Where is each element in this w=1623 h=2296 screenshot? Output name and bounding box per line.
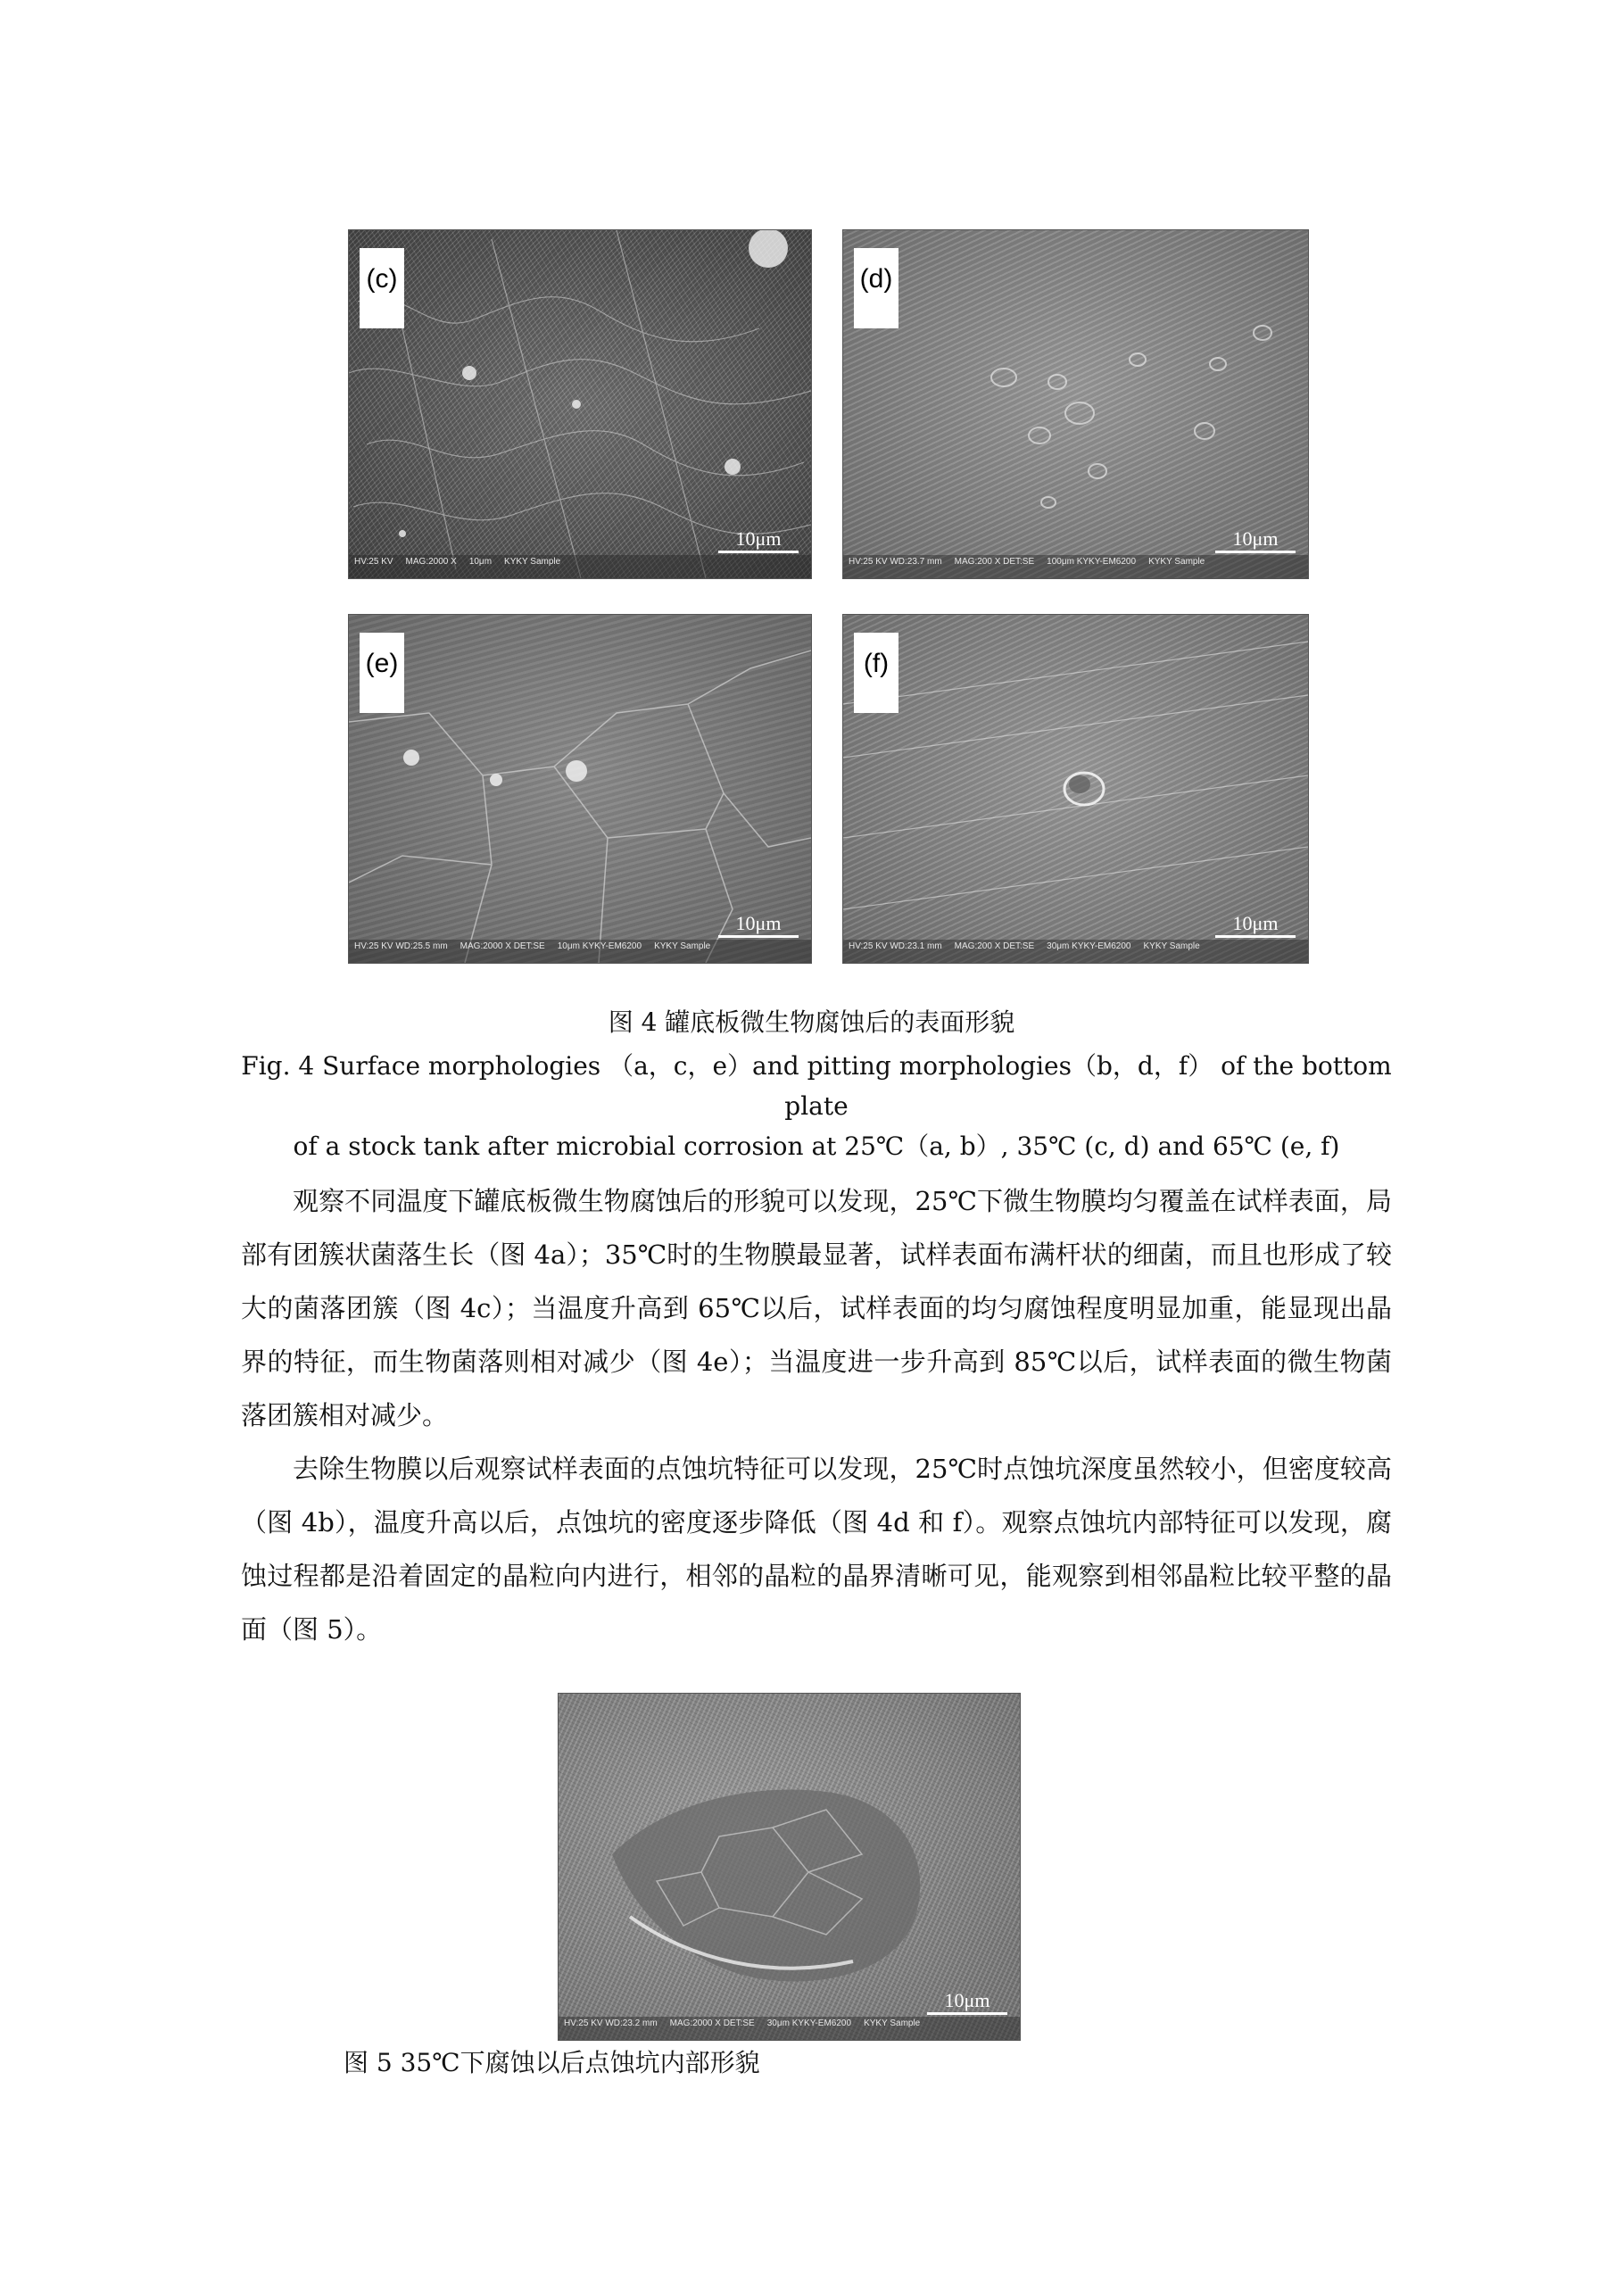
sem-info-f-2: MAG:200 X DET:SE [954, 941, 1035, 951]
sem-info-bar-d [843, 555, 1308, 578]
scale-bar-d [1215, 527, 1296, 553]
figure4-caption-en-line2: of a stock tank after microbial corrosion at 25℃（a, b）, 35℃ (c, d) and 65℃ (e, f) [293, 1131, 1340, 1161]
sem-info-fig5-4: KYKY Sample [864, 2018, 921, 2028]
filament-texture [349, 230, 811, 578]
sem-info-bar-c [349, 555, 811, 578]
sem-info-f-3: 30μm KYKY-EM6200 [1047, 941, 1131, 951]
scale-bar-c-label: 10μm [735, 527, 782, 550]
scale-bar-e-label: 10μm [735, 912, 782, 934]
sem-info-e-4: KYKY Sample [654, 941, 711, 951]
figure4-caption-en [241, 1046, 1392, 1166]
pit-interior-texture [559, 1694, 1020, 2040]
sem-info-d-4: KYKY Sample [1148, 557, 1205, 567]
sem-image-e [348, 614, 812, 964]
scale-bar-f [1215, 912, 1296, 938]
scale-bar-fig5-label: 10μm [944, 1989, 990, 2011]
pit-texture [843, 230, 1308, 578]
pit-f-core [1069, 775, 1090, 793]
sem-info-bar-f [843, 940, 1308, 963]
sem-info-bar-e [349, 940, 811, 963]
sem-info-f-4: KYKY Sample [1143, 941, 1200, 951]
figure5-caption: 图 5 35℃下腐蚀以后点蚀坑内部形貌 [344, 2048, 760, 2077]
grain-boundary-texture [349, 615, 811, 963]
sem-info-c-2: MAG:2000 X [405, 557, 457, 567]
figure4-caption-en-line1: Fig. 4 Surface morphologies （a，c，e）and pitting morphologies（b，d，f） of the bottom plate [241, 1051, 1392, 1121]
sem-image-d [842, 229, 1309, 579]
panel-label-f: (f) [854, 633, 898, 713]
sem-info-f-1: HV:25 KV WD:23.1 mm [849, 941, 942, 951]
sem-info-fig5-2: MAG:2000 X DET:SE [669, 2018, 755, 2028]
sem-info-e-3: 10μm KYKY-EM6200 [557, 941, 642, 951]
scale-bar-fig5 [927, 1989, 1007, 2015]
sem-info-d-3: 100μm KYKY-EM6200 [1047, 557, 1137, 567]
sem-info-c-3: 10μm [468, 557, 493, 567]
sem-info-d-1: HV:25 KV WD:23.7 mm [849, 557, 942, 567]
panel-label-c: (c) [360, 248, 404, 328]
sem-info-c-1: HV:25 KV [354, 557, 393, 567]
sem-info-e-1: HV:25 KV WD:25.5 mm [354, 941, 448, 951]
sem-info-bar-fig5 [559, 2017, 1020, 2040]
body-paragraph-2: 去除生物膜以后观察试样表面的点蚀坑特征可以发现，25℃时点蚀坑深度虽然较小，但密度较高（图 4b），温度升高以后，点蚀坑的密度逐步降低（图 4d 和 f）。观察点蚀坑内部特征可以发现，腐蚀过程都是沿着固定的晶粒向内进行，相邻的晶粒的晶界清晰可见，能观察到相邻晶粒比较平整的晶面（图 5）。 [241, 1454, 1392, 1645]
sem-info-d-2: MAG:200 X DET:SE [954, 557, 1035, 567]
pit-texture-f [843, 615, 1308, 963]
sem-info-e-2: MAG:2000 X DET:SE [460, 941, 545, 951]
sem-info-c-4: KYKY Sample [504, 557, 561, 567]
sem-image-c [348, 229, 812, 579]
sem-info-fig5-3: 30μm KYKY-EM6200 [766, 2018, 852, 2028]
figure4-caption-cn: 图 4 罐底板微生物腐蚀后的表面形貌 [608, 1007, 1015, 1037]
scale-bar-f-label: 10μm [1232, 912, 1279, 934]
panel-label-d: (d) [854, 248, 898, 328]
body-paragraph-1: 观察不同温度下罐底板微生物腐蚀后的形貌可以发现，25℃下微生物膜均匀覆盖在试样表面，局部有团簇状菌落生长（图 4a）；35℃时的生物膜最显著，试样表面布满杆状的细菌，而且也形成了较大的菌落团簇（图 4c）；当温度升高到 65℃以后，试样表面的均匀腐蚀程度明显加重，能显现出晶界的特征，而生物菌落则相对减少（图 4e）；当温度进一步升高到 85℃以后，试样表面的微生物菌落团簇相对减少。 [241, 1186, 1392, 1430]
scale-bar-d-label: 10μm [1232, 527, 1279, 550]
sem-image-fig5 [558, 1693, 1021, 2041]
scale-bar-c [718, 527, 799, 553]
sem-info-fig5-1: HV:25 KV WD:23.2 mm [564, 2018, 658, 2028]
scale-bar-e [718, 912, 799, 938]
panel-label-e: (e) [360, 633, 404, 713]
sem-image-f [842, 614, 1309, 964]
